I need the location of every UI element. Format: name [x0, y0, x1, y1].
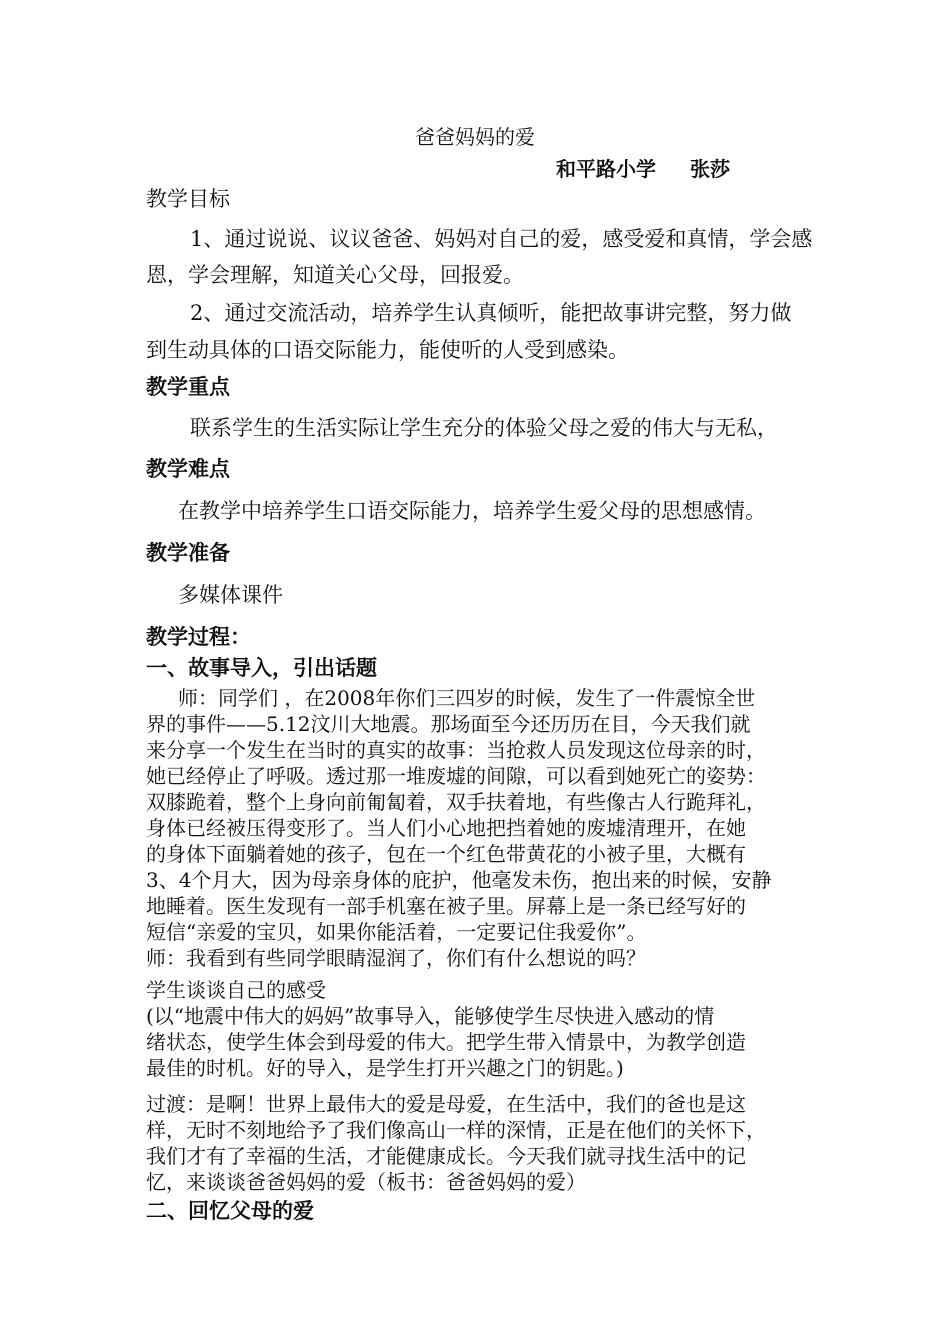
section-1-heading: 一、故事导入，引出话题 — [146, 655, 377, 680]
author-line — [556, 156, 730, 182]
transition-line: 忆，来谈谈爸爸妈妈的爱（板书：爸爸妈妈的爱） — [146, 1170, 586, 1194]
story-line: 双膝跪着，整个上身向前匍匐着，双手扶着地，有些像古人行跪拜礼， — [146, 790, 766, 814]
goals-heading: 教学目标 — [146, 187, 230, 211]
author-name: 张莎 — [690, 157, 730, 181]
story-line: 界的事件——5.12汶川大地震。那场面至今还历历在目，今天我们就 — [146, 712, 751, 736]
goal-1-line-1: 1、通过说说、议议爸爸、妈妈对自己的爱，感受爱和真情，学会感 — [190, 227, 813, 251]
difficulties-heading: 教学难点 — [146, 456, 230, 481]
author-school: 和平路小学 — [556, 157, 656, 181]
preparation-heading: 教学准备 — [146, 540, 230, 565]
story-line: 的身体下面躺着她的孩子，包在一个红色带黄花的小被子里，大概有 — [146, 842, 746, 866]
story-line: 短信“亲爱的宝贝，如果你能活着，一定要记住我爱你”。 — [146, 920, 647, 944]
transition-line: 样，无时不刻地给予了我们像高山一样的深情，正是在他们的关怀下， — [146, 1118, 766, 1142]
story-line: 3、4个月大，因为母亲身体的庇护，他毫发未伤，抱出来的时候，安静 — [146, 868, 772, 892]
note-line: 最佳的时机。好的导入，是学生打开兴趣之门的钥匙。) — [146, 1056, 624, 1080]
teacher-question: 师：我看到有些同学眼睛湿润了，你们有什么想说的吗？ — [146, 946, 646, 970]
section-2-heading: 二、回忆父母的爱 — [146, 1198, 314, 1223]
goal-2-line-1: 2、通过交流活动，培养学生认真倾听，能把故事讲完整，努力做 — [190, 301, 792, 325]
story-line: 地睡着。医生发现有一部手机塞在被子里。屏幕上是一条已经写好的 — [146, 894, 746, 918]
preparation-text: 多媒体课件 — [178, 583, 283, 607]
story-line: 师：同学们 ，在2008年你们三四岁的时候，发生了一件震惊全世 — [178, 686, 756, 710]
key-points-text: 联系学生的生活实际让学生充分的体验父母之爱的伟大与无私， — [190, 416, 778, 440]
student-share: 学生谈谈自己的感受 — [146, 978, 326, 1002]
story-line: 她已经停止了呼吸。透过那一堆废墟的间隙，可以看到她死亡的姿势： — [146, 764, 766, 788]
transition-line: 我们才有了幸福的生活，才能健康成长。今天我们就寻找生活中的记 — [146, 1144, 746, 1168]
note-line: 绪状态，使学生体会到母爱的伟大。把学生带入情景中，为教学创造 — [146, 1030, 746, 1054]
story-line: 身体已经被压得变形了。当人们小心地把挡着她的废墟清理开，在她 — [146, 816, 746, 840]
difficulties-text: 在教学中培养学生口语交际能力，培养学生爱父母的思想感情。 — [178, 499, 766, 523]
goal-2-line-2: 到生动具体的口语交际能力，能使听的人受到感染。 — [146, 338, 629, 362]
note-line: (以“地震中伟大的妈妈”故事导入，能够使学生尽快进入感动的情 — [146, 1004, 715, 1028]
story-line: 来分享一个发生在当时的真实的故事：当抢救人员发现这位母亲的时， — [146, 738, 766, 762]
doc-title: 爸爸妈妈的爱 — [415, 125, 535, 149]
transition-line: 过渡：是啊！世界上最伟大的爱是母爱，在生活中，我们的爸也是这 — [146, 1092, 746, 1116]
key-points-heading: 教学重点 — [146, 374, 230, 399]
process-heading: 教学过程： — [146, 624, 251, 649]
goal-1-line-2: 恩，学会理解，知道关心父母，回报爱。 — [146, 263, 524, 287]
